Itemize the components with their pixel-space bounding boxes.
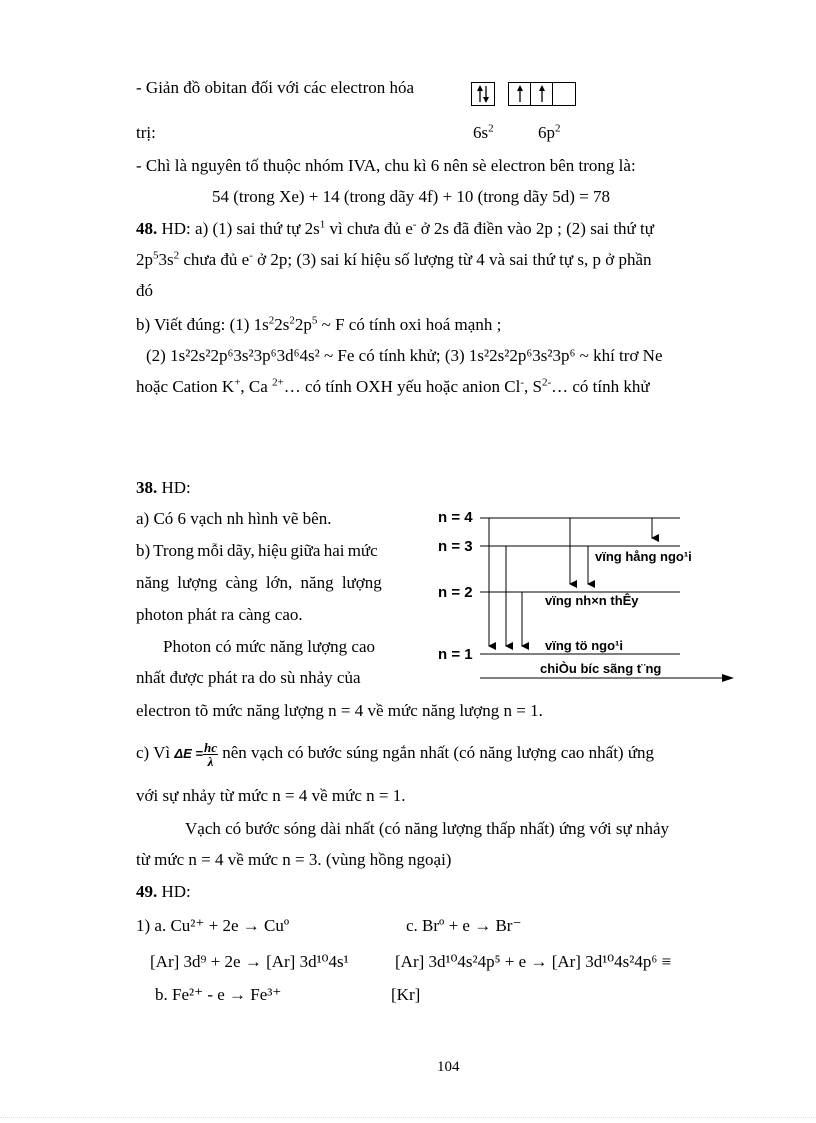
q38-heading: 38. HD: [136,478,191,497]
up-arrow-icon [531,83,553,105]
label-ultraviolet: vïng tö ngo¹i [545,638,623,653]
q38-b2: năng lượng càng lớn, năng lượng [136,573,382,592]
q49-number: 49. [136,882,158,901]
formula-lhs: ΔE = [174,746,204,761]
para-lead-line1: - Chì là nguyên tố thuộc nhóm IVA, chu kì 6 nên sè electron bên trong là: [136,156,636,175]
orbital-cell-up-1 [509,83,531,105]
q38-d-line1: Vạch có bước sóng dài nhất (có năng lượng thấp nhất) ứng với sự nhảy [185,819,669,838]
orbital-cell-up-2 [531,83,553,105]
page-number: 104 [437,1059,460,1075]
label-wavelength-axis: chiÒu bíc sãng t¨ng [540,661,662,676]
q48-line3: đó [136,281,153,300]
up-arrow-icon [509,83,531,105]
orbital-cont: trị: [136,123,156,142]
q48-b-line3: hoặc Cation K+, Ca $^{2+}$… có tính OXH yếu hoặc anion Cl-, $S^{2-}\dots$ có tính khử [136,376,650,396]
label-6p: $6p^2$ [538,122,561,142]
q48-line1: 48. HD: a) (1) sai thứ tự $2s^1$ vì chưa đủ e- ở 2s đã điền vào 2p ; (2) sai thứ tự [136,218,654,238]
energy-level-diagram [430,500,740,690]
q49-line2c: [Ar] 3d¹⁰4s²4p⁵ + e → [Ar] 3d¹⁰4s²4p⁶ ≡ [395,952,672,971]
orbital-cell-empty [553,83,575,105]
q38-c-line1: c) Vì ΔE = $\frac{hc}{\lambda}$ nên vạch có bước súng ngắn nhất (có năng lượng cao nhất) ứng [136,739,655,769]
q48-line2: $2p^53s^2$ chưa đủ e- ở 2p; (3) sai kí hiệu số lượng từ 4 và sai thứ tự s, p ở phần [136,249,652,269]
orbital-box-6p [508,82,576,106]
q49-line2a: [Ar] 3d⁹ + 2e → [Ar] 3d¹⁰4s¹ [150,952,349,971]
orbital-cell-paired [472,83,494,105]
q38-a: a) Có 6 vạch nh hình vẽ bên. [136,509,332,528]
q38-number: 38. [136,478,158,497]
paired-electron-arrows-icon [472,83,494,105]
q49-line3a: b. Fe²⁺ - e → Fe³⁺ [155,985,282,1004]
page-bottom-divider [0,1117,816,1118]
label-6s: $6s^2$ [473,122,494,142]
orbital-intro: - Giản đồ obitan đối với các electron hóa [136,78,415,97]
label-infrared: vïng hång ngo¹i [595,549,692,564]
orbital-box-6s [471,82,495,106]
label-visible: vïng nh×n thÊy [545,593,639,608]
formula-fraction: $\frac{hc}{\lambda}$ [204,739,218,769]
q38-d-line2: từ mức n = 4 về mức n = 3. (vùng hồng ngoại) [136,850,452,869]
q49-line3c: [Kr] [391,985,421,1004]
q38-b1: b) Trong mỗi dãy, hiệu giữa hai mức [136,541,378,560]
q49-heading: 49. HD: [136,882,191,901]
q48-b-line1: b) Viết đúng: (1) $1s^22s^22p^5$ ~ F có tính oxi hoá mạnh ; [136,314,502,334]
q38-b3: photon phát ra càng cao. [136,605,303,624]
q49-line1c: c. Brº + e → Br⁻ [406,916,522,935]
level-label-n1: n = 1 [438,646,473,663]
level-label-n4: n = 4 [438,509,473,526]
q38-p3: electron tõ mức năng lượng n = 4 về mức năng lượng n = 1. [136,701,543,720]
q38-c-line2: với sự nhảy từ mức n = 4 về mức n = 1. [136,786,406,805]
q38-p2: nhất được phát ra do sù nhảy của [136,668,361,687]
q38-p1: Photon có mức năng lượng cao [163,637,376,656]
level-label-n3: n = 3 [438,538,473,555]
level-label-n2: n = 2 [438,584,473,601]
q48-b-line2: (2) 1s²2s²2p⁶3s²3p⁶3d⁶4s² ~ Fe có tính khử; (3) 1s²2s²2p⁶3s²3p⁶ ~ khí trơ Ne [146,346,663,365]
axis-arrow-icon [722,674,734,682]
para-lead-line2: 54 (trong Xe) + 14 (trong dãy 4f) + 10 (trong dãy 5d) = 78 [212,187,610,206]
q48-number: 48. [136,219,158,238]
q49-line1a: 1) a. Cu²⁺ + 2e → Cuº [136,916,290,935]
